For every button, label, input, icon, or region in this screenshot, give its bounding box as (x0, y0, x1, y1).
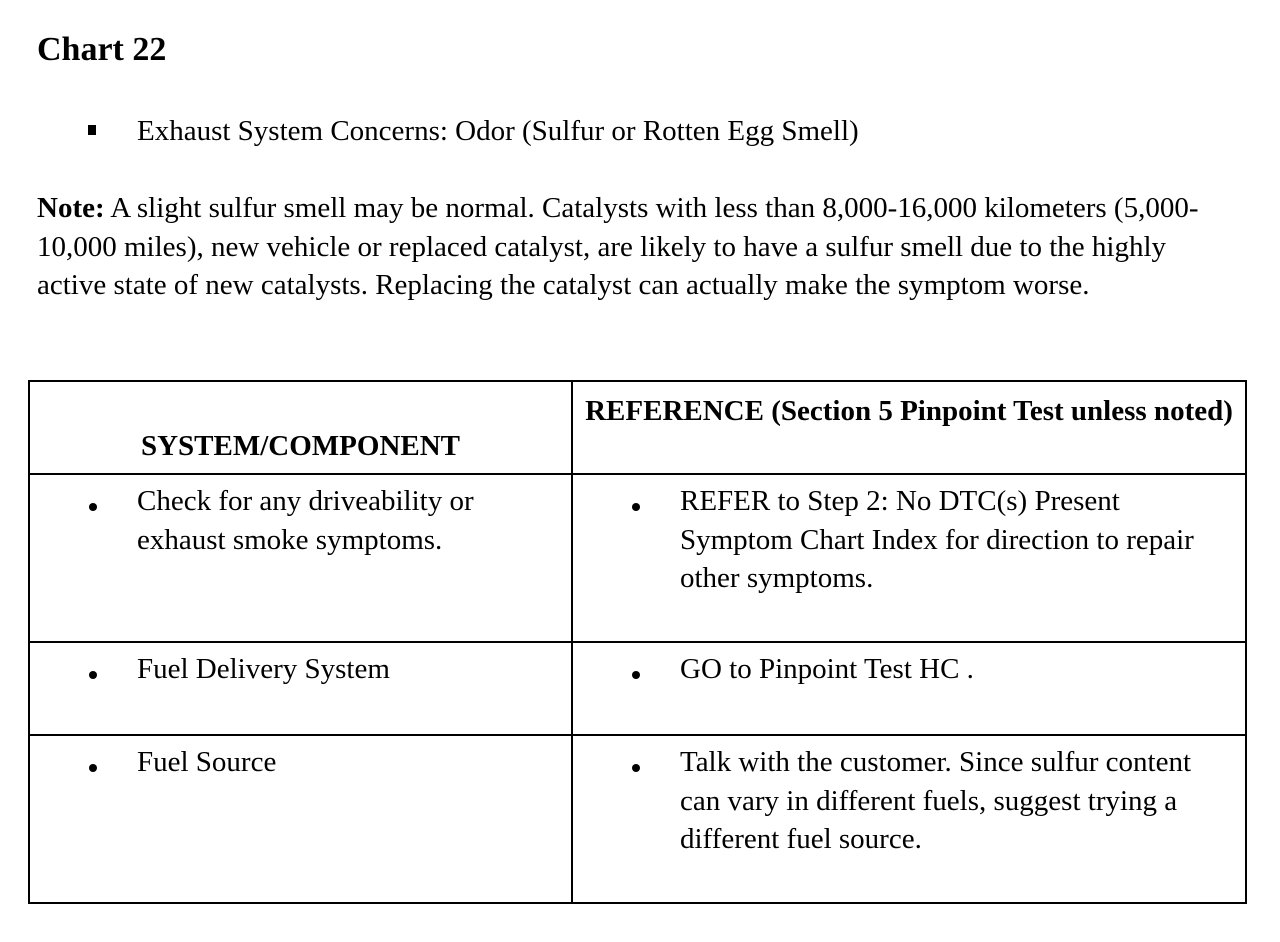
note-paragraph (37, 189, 1227, 305)
reference-cell (572, 735, 1246, 903)
table-row (29, 735, 1246, 903)
component-cell (29, 735, 572, 903)
note-label: Note: (37, 192, 105, 224)
bullet-icon (89, 671, 97, 679)
header-system-component: SYSTEM/COMPONENT (29, 381, 572, 474)
reference-text: Talk with the customer. Since sulfur content can vary in different fuels, suggest trying a different fuel source. (680, 746, 1191, 855)
component-text: Fuel Delivery System (137, 653, 390, 685)
square-bullet-icon (88, 125, 96, 135)
table-row (29, 642, 1246, 735)
page-title: Chart 22 (37, 31, 167, 68)
table-row (29, 474, 1246, 642)
bullet-icon (89, 503, 97, 511)
component-text: Fuel Source (137, 746, 277, 778)
bullet-icon (632, 764, 640, 772)
reference-table (28, 380, 1247, 904)
component-text: Check for any driveability or exhaust smoke symptoms. (137, 485, 474, 556)
reference-cell (572, 642, 1246, 735)
concern-text: Exhaust System Concerns: Odor (Sulfur or Rotten Egg Smell) (137, 115, 859, 147)
header-reference: REFERENCE (Section 5 Pinpoint Test unless noted) (572, 381, 1246, 474)
bullet-icon (89, 764, 97, 772)
note-text: A slight sulfur smell may be normal. Catalysts with less than 8,000-16,000 kilometers (5,000-10,000 miles), new vehicle or replaced catalyst, are likely to have a sulfur smell due to the highly active state of new catalysts. Replacing the catalyst can actually make the symptom worse. (37, 192, 1199, 301)
component-cell (29, 474, 572, 642)
reference-cell (572, 474, 1246, 642)
bullet-icon (632, 671, 640, 679)
reference-text: REFER to Step 2: No DTC(s) Present Symptom Chart Index for direction to repair other symptoms. (680, 485, 1194, 594)
reference-text: GO to Pinpoint Test HC . (680, 653, 974, 685)
bullet-icon (632, 503, 640, 511)
component-cell (29, 642, 572, 735)
table-header-row (29, 381, 1246, 474)
